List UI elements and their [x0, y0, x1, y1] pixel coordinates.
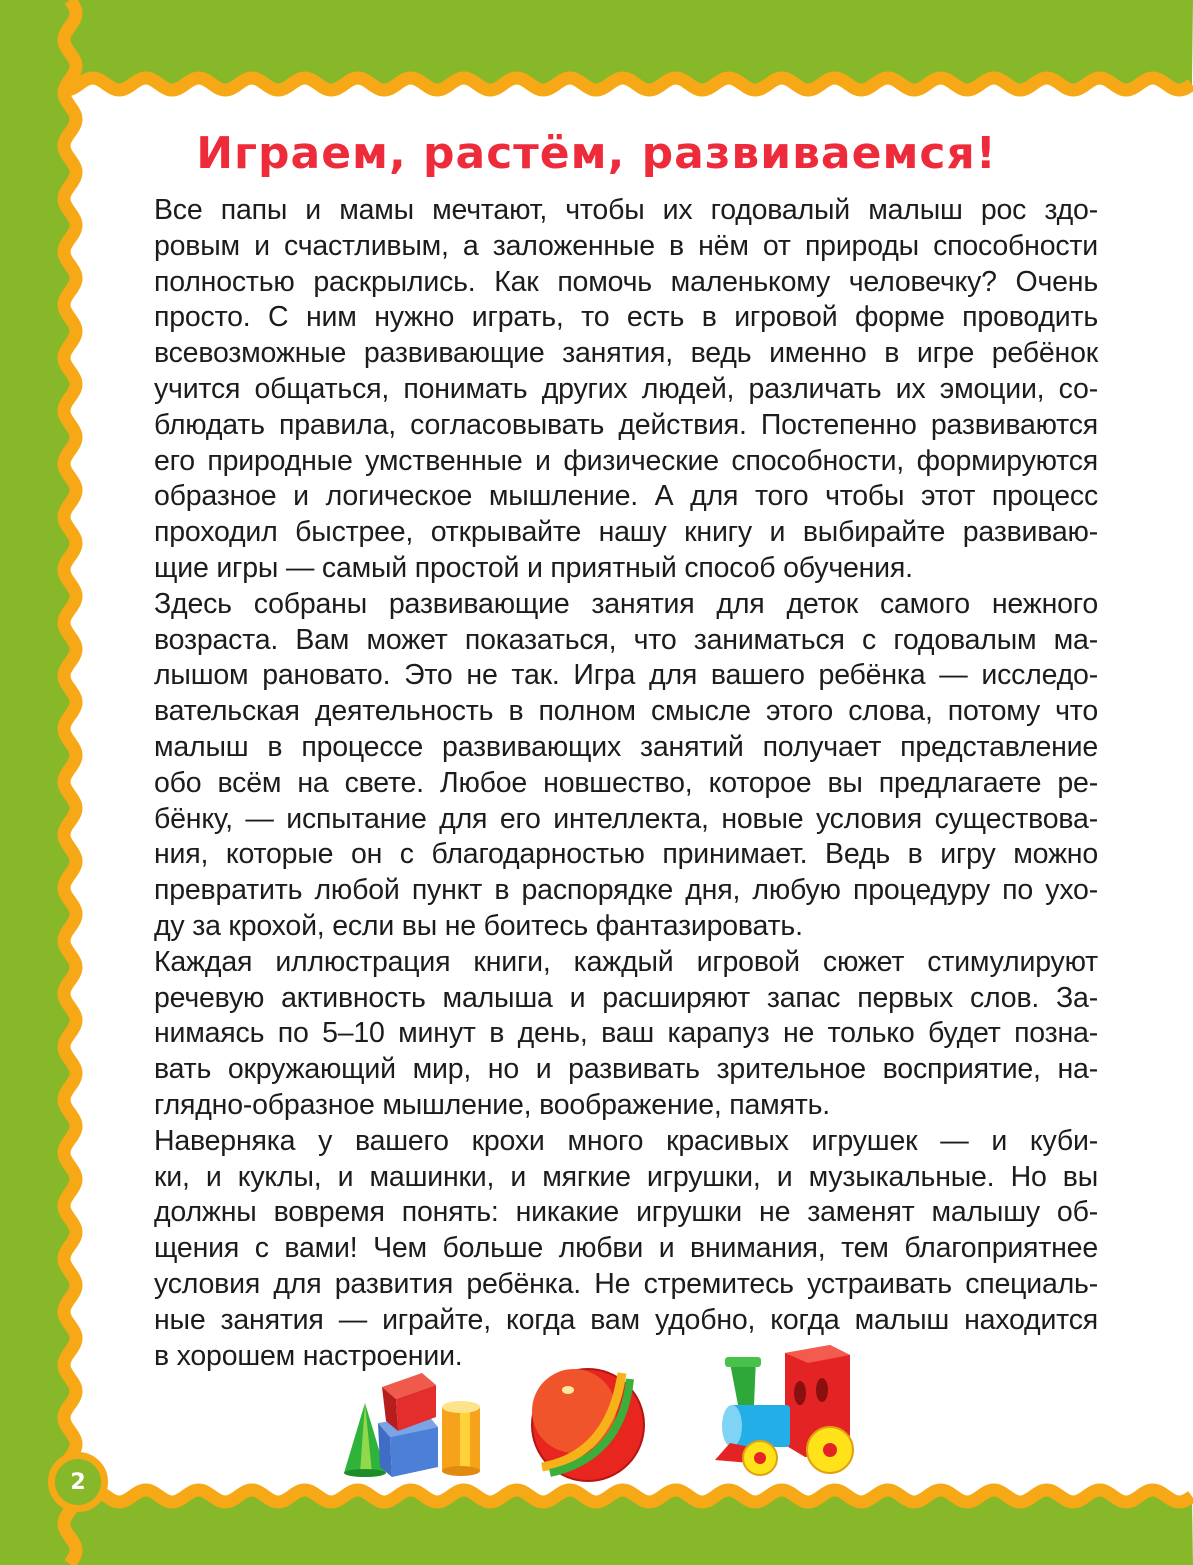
- text-line: всевозможные развивающие занятия, ведь именно в игре ребёнок: [154, 337, 1098, 370]
- page-title: Играем, растём, развиваемся!: [196, 128, 997, 179]
- text-line: Здесь собраны развивающие занятия для деток самого нежного: [154, 587, 1098, 620]
- text-line: нимаясь по 5–10 минут в день, ваш карапуз не только будет позна-: [154, 1017, 1098, 1050]
- ball-icon: [532, 1369, 644, 1481]
- text-line: должны вовремя понять: никакие игрушки не заменят малышу об-: [154, 1196, 1098, 1229]
- cylinder-icon: [442, 1401, 480, 1476]
- text-line: его природные умственные и физические способности, формируются: [154, 444, 1098, 477]
- toys-illustration: [330, 1345, 890, 1495]
- text-line: вательская деятельность в полном смысле этого слова, потому что: [154, 695, 1098, 728]
- paragraph: [118, 193, 1098, 587]
- paragraph: [118, 945, 1098, 1124]
- text-line: возраста. Вам может показаться, что заниматься с годовалым ма-: [154, 623, 1098, 656]
- text-line: щения с вами! Чем больше любви и внимания, тем благоприятнее: [154, 1232, 1098, 1265]
- text-line: превратить любой пункт в распорядке дня, любую процедуру по ухо-: [154, 874, 1098, 907]
- page-number-badge: 2: [48, 1452, 108, 1512]
- text-line: Каждая иллюстрация книги, каждый игровой сюжет стимулируют: [154, 945, 1098, 978]
- train-icon: [715, 1345, 853, 1475]
- text-line: ки, и куклы, и машинки, и мягкие игрушки, и музыкальные. Но вы: [154, 1160, 1098, 1193]
- text-line: ные занятия — играйте, когда вам удобно, когда малыш находится: [154, 1303, 1098, 1336]
- text-line: щие игры — самый простой и приятный способ обучения.: [154, 551, 913, 584]
- text-line: бёнку, — испытание для его интеллекта, новые условия существова-: [154, 802, 1098, 835]
- paragraph: [118, 1124, 1098, 1375]
- paragraph: [118, 587, 1098, 945]
- text-line: вать окружающий мир, но и развивать зрительное восприятие, на-: [154, 1053, 1098, 1086]
- text-line: условия для развития ребёнка. Не стремитесь устраивать специаль-: [154, 1267, 1098, 1300]
- text-line: блюдать правила, согласовывать действия. Постепенно развиваются: [154, 408, 1098, 441]
- text-line: учится общаться, понимать других людей, различать их эмоции, со-: [154, 372, 1098, 405]
- text-line: проходил быстрее, открывайте нашу книгу и выбирайте развиваю-: [154, 516, 1098, 549]
- text-line: глядно-образное мышление, воображение, память.: [154, 1088, 831, 1121]
- text-line: полностью раскрылись. Как помочь маленькому человечку? Очень: [154, 265, 1098, 298]
- text-line: образное и логическое мышление. А для того чтобы этот процесс: [154, 480, 1098, 513]
- text-line: в хорошем настроении.: [154, 1339, 463, 1372]
- text-line: лышом рановато. Это не так. Игра для вашего ребёнка — исследо-: [154, 659, 1098, 692]
- text-line: Наверняка у вашего крохи много красивых игрушек — и куби-: [154, 1124, 1098, 1157]
- article-body: [118, 193, 1098, 1374]
- text-line: просто. С ним нужно играть, то есть в игровой форме проводить: [154, 301, 1098, 334]
- text-line: малыш в процессе развивающих занятий получает представление: [154, 730, 1098, 763]
- text-line: речевую активность малыша и расширяют запас первых слов. За-: [154, 981, 1098, 1014]
- text-line: ровым и счастливым, а заложенные в нём от природы способности: [154, 229, 1098, 262]
- text-line: обо всём на свете. Любое новшество, которое вы предлагаете ре-: [154, 766, 1098, 799]
- text-line: Все папы и мамы мечтают, чтобы их годовалый малыш рос здо-: [154, 194, 1098, 226]
- text-line: ния, которые он с благодарностью принимает. Ведь в игру можно: [154, 838, 1098, 871]
- text-line: ду за крохой, если вы не боитесь фантазировать.: [154, 909, 803, 942]
